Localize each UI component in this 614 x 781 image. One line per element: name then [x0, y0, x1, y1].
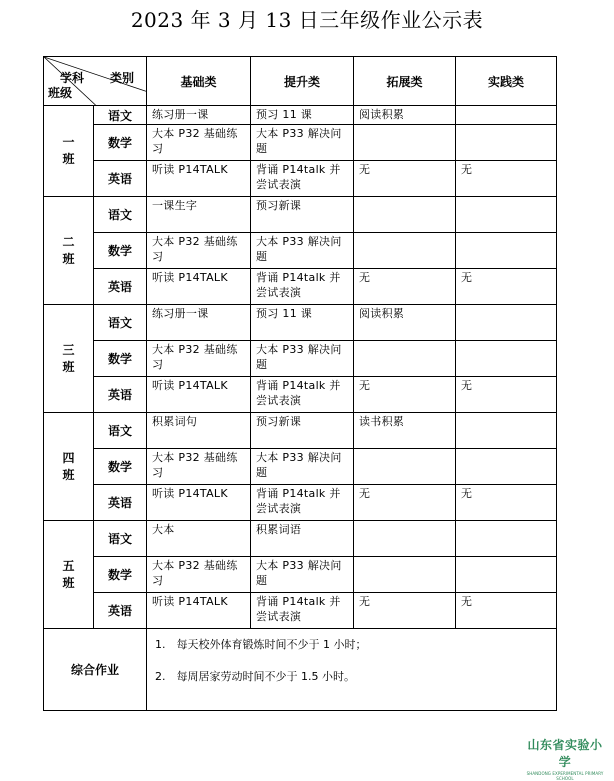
- homework-cell: 大本 P33 解决问题: [251, 125, 354, 161]
- homework-cell: [456, 449, 557, 485]
- homework-cell: 读书积累: [354, 413, 456, 449]
- homework-cell: 听读 P14TALK: [147, 485, 251, 521]
- homework-table: [43, 56, 557, 711]
- homework-cell: 背诵 P14talk 并尝试表演: [251, 593, 354, 629]
- homework-cell: 无: [354, 269, 456, 305]
- homework-cell: [354, 341, 456, 377]
- class-name-cell: 一 班: [44, 106, 94, 197]
- column-header-basic: 基础类: [147, 57, 251, 106]
- homework-cell: [456, 557, 557, 593]
- table-row: [44, 449, 557, 485]
- subject-cell: 语文: [94, 413, 147, 449]
- homework-cell: 预习 11 课: [251, 106, 354, 125]
- homework-cell: [456, 233, 557, 269]
- column-header-improve: 提升类: [251, 57, 354, 106]
- homework-cell: [456, 413, 557, 449]
- subject-cell: 英语: [94, 377, 147, 413]
- column-header-extend: 拓展类: [354, 57, 456, 106]
- class-name-cell: 三 班: [44, 305, 94, 413]
- subject-cell: 语文: [94, 106, 147, 125]
- homework-cell: 预习新课: [251, 413, 354, 449]
- homework-cell: 背诵 P14talk 并尝试表演: [251, 269, 354, 305]
- summary-item: 1. 每天校外体育锻炼时间不少于 1 小时；: [155, 638, 367, 651]
- homework-cell: [354, 521, 456, 557]
- homework-cell: [456, 305, 557, 341]
- table-row: [44, 341, 557, 377]
- header-class-label: 班级: [48, 86, 73, 100]
- table-row: [44, 305, 557, 341]
- table-row: [44, 161, 557, 197]
- header-subject-label: 学科: [60, 71, 85, 85]
- homework-cell: 听读 P14TALK: [147, 269, 251, 305]
- subject-cell: 数学: [94, 449, 147, 485]
- header-row: [44, 57, 557, 106]
- class-name-cell: 二 班: [44, 197, 94, 305]
- summary-row: [44, 629, 557, 711]
- homework-cell: 听读 P14TALK: [147, 377, 251, 413]
- homework-cell: 大本 P32 基础练习: [147, 557, 251, 593]
- subject-cell: 英语: [94, 269, 147, 305]
- table-row: [44, 485, 557, 521]
- subject-cell: 数学: [94, 125, 147, 161]
- summary-content: [147, 629, 557, 711]
- table-row: [44, 106, 557, 125]
- page-title: 2023 年 3 月 13 日三年级作业公示表: [130, 8, 484, 32]
- homework-cell: 大本 P32 基础练习: [147, 449, 251, 485]
- subject-cell: 数学: [94, 233, 147, 269]
- subject-cell: 数学: [94, 557, 147, 593]
- table-row: [44, 269, 557, 305]
- school-logo-english: SHANDONG EXPERIMENTAL PRIMARY SCHOOL: [526, 771, 604, 781]
- homework-cell: [456, 125, 557, 161]
- homework-cell: 听读 P14TALK: [147, 161, 251, 197]
- homework-cell: 阅读积累: [354, 106, 456, 125]
- homework-cell: 无: [456, 593, 557, 629]
- homework-cell: 大本 P32 基础练习: [147, 125, 251, 161]
- table-row: [44, 593, 557, 629]
- homework-cell: 大本 P33 解决问题: [251, 557, 354, 593]
- table-row: [44, 557, 557, 593]
- subject-cell: 英语: [94, 593, 147, 629]
- subject-cell: 英语: [94, 485, 147, 521]
- subject-cell: 语文: [94, 521, 147, 557]
- subject-cell: 数学: [94, 341, 147, 377]
- homework-cell: [354, 233, 456, 269]
- school-logo: [522, 736, 608, 781]
- homework-cell: 大本: [147, 521, 251, 557]
- homework-cell: 大本 P32 基础练习: [147, 233, 251, 269]
- homework-cell: 背诵 P14talk 并尝试表演: [251, 485, 354, 521]
- homework-cell: [456, 521, 557, 557]
- homework-cell: [456, 341, 557, 377]
- table-row: [44, 413, 557, 449]
- homework-cell: [456, 197, 557, 233]
- homework-cell: 无: [354, 377, 456, 413]
- subject-cell: 英语: [94, 161, 147, 197]
- homework-cell: 背诵 P14talk 并尝试表演: [251, 161, 354, 197]
- homework-cell: 一课生字: [147, 197, 251, 233]
- class-name-cell: 五 班: [44, 521, 94, 629]
- homework-cell: 预习新课: [251, 197, 354, 233]
- homework-cell: [354, 557, 456, 593]
- diagonal-header-cell: [44, 57, 147, 106]
- homework-cell: 大本 P32 基础练习: [147, 341, 251, 377]
- homework-cell: [354, 449, 456, 485]
- table-row: [44, 521, 557, 557]
- homework-cell: 积累词语: [251, 521, 354, 557]
- subject-cell: 语文: [94, 305, 147, 341]
- homework-cell: 无: [354, 485, 456, 521]
- homework-cell: 听读 P14TALK: [147, 593, 251, 629]
- homework-cell: 无: [354, 161, 456, 197]
- homework-cell: 无: [354, 593, 456, 629]
- school-logo-name: 山东省实验小学: [527, 738, 603, 769]
- homework-cell: 练习册一课: [147, 106, 251, 125]
- homework-cell: 大本 P33 解决问题: [251, 449, 354, 485]
- homework-cell: 预习 11 课: [251, 305, 354, 341]
- homework-cell: 阅读积累: [354, 305, 456, 341]
- summary-item: 2. 每周居家劳动时间不少于 1.5 小时。: [155, 670, 355, 683]
- homework-cell: 无: [456, 161, 557, 197]
- subject-cell: 语文: [94, 197, 147, 233]
- homework-cell: 积累词句: [147, 413, 251, 449]
- table-row: [44, 125, 557, 161]
- column-header-practice: 实践类: [456, 57, 557, 106]
- class-name-cell: 四 班: [44, 413, 94, 521]
- homework-cell: 大本 P33 解决问题: [251, 341, 354, 377]
- homework-cell: 背诵 P14talk 并尝试表演: [251, 377, 354, 413]
- table-row: [44, 233, 557, 269]
- homework-cell: 无: [456, 269, 557, 305]
- homework-cell: [354, 197, 456, 233]
- table-row: [44, 197, 557, 233]
- homework-cell: 练习册一课: [147, 305, 251, 341]
- table-row: [44, 377, 557, 413]
- header-category-label: 类别: [109, 71, 134, 85]
- homework-cell: 无: [456, 377, 557, 413]
- summary-label: 综合作业: [44, 629, 147, 711]
- homework-cell: [354, 125, 456, 161]
- homework-cell: [456, 106, 557, 125]
- homework-cell: 无: [456, 485, 557, 521]
- homework-cell: 大本 P33 解决问题: [251, 233, 354, 269]
